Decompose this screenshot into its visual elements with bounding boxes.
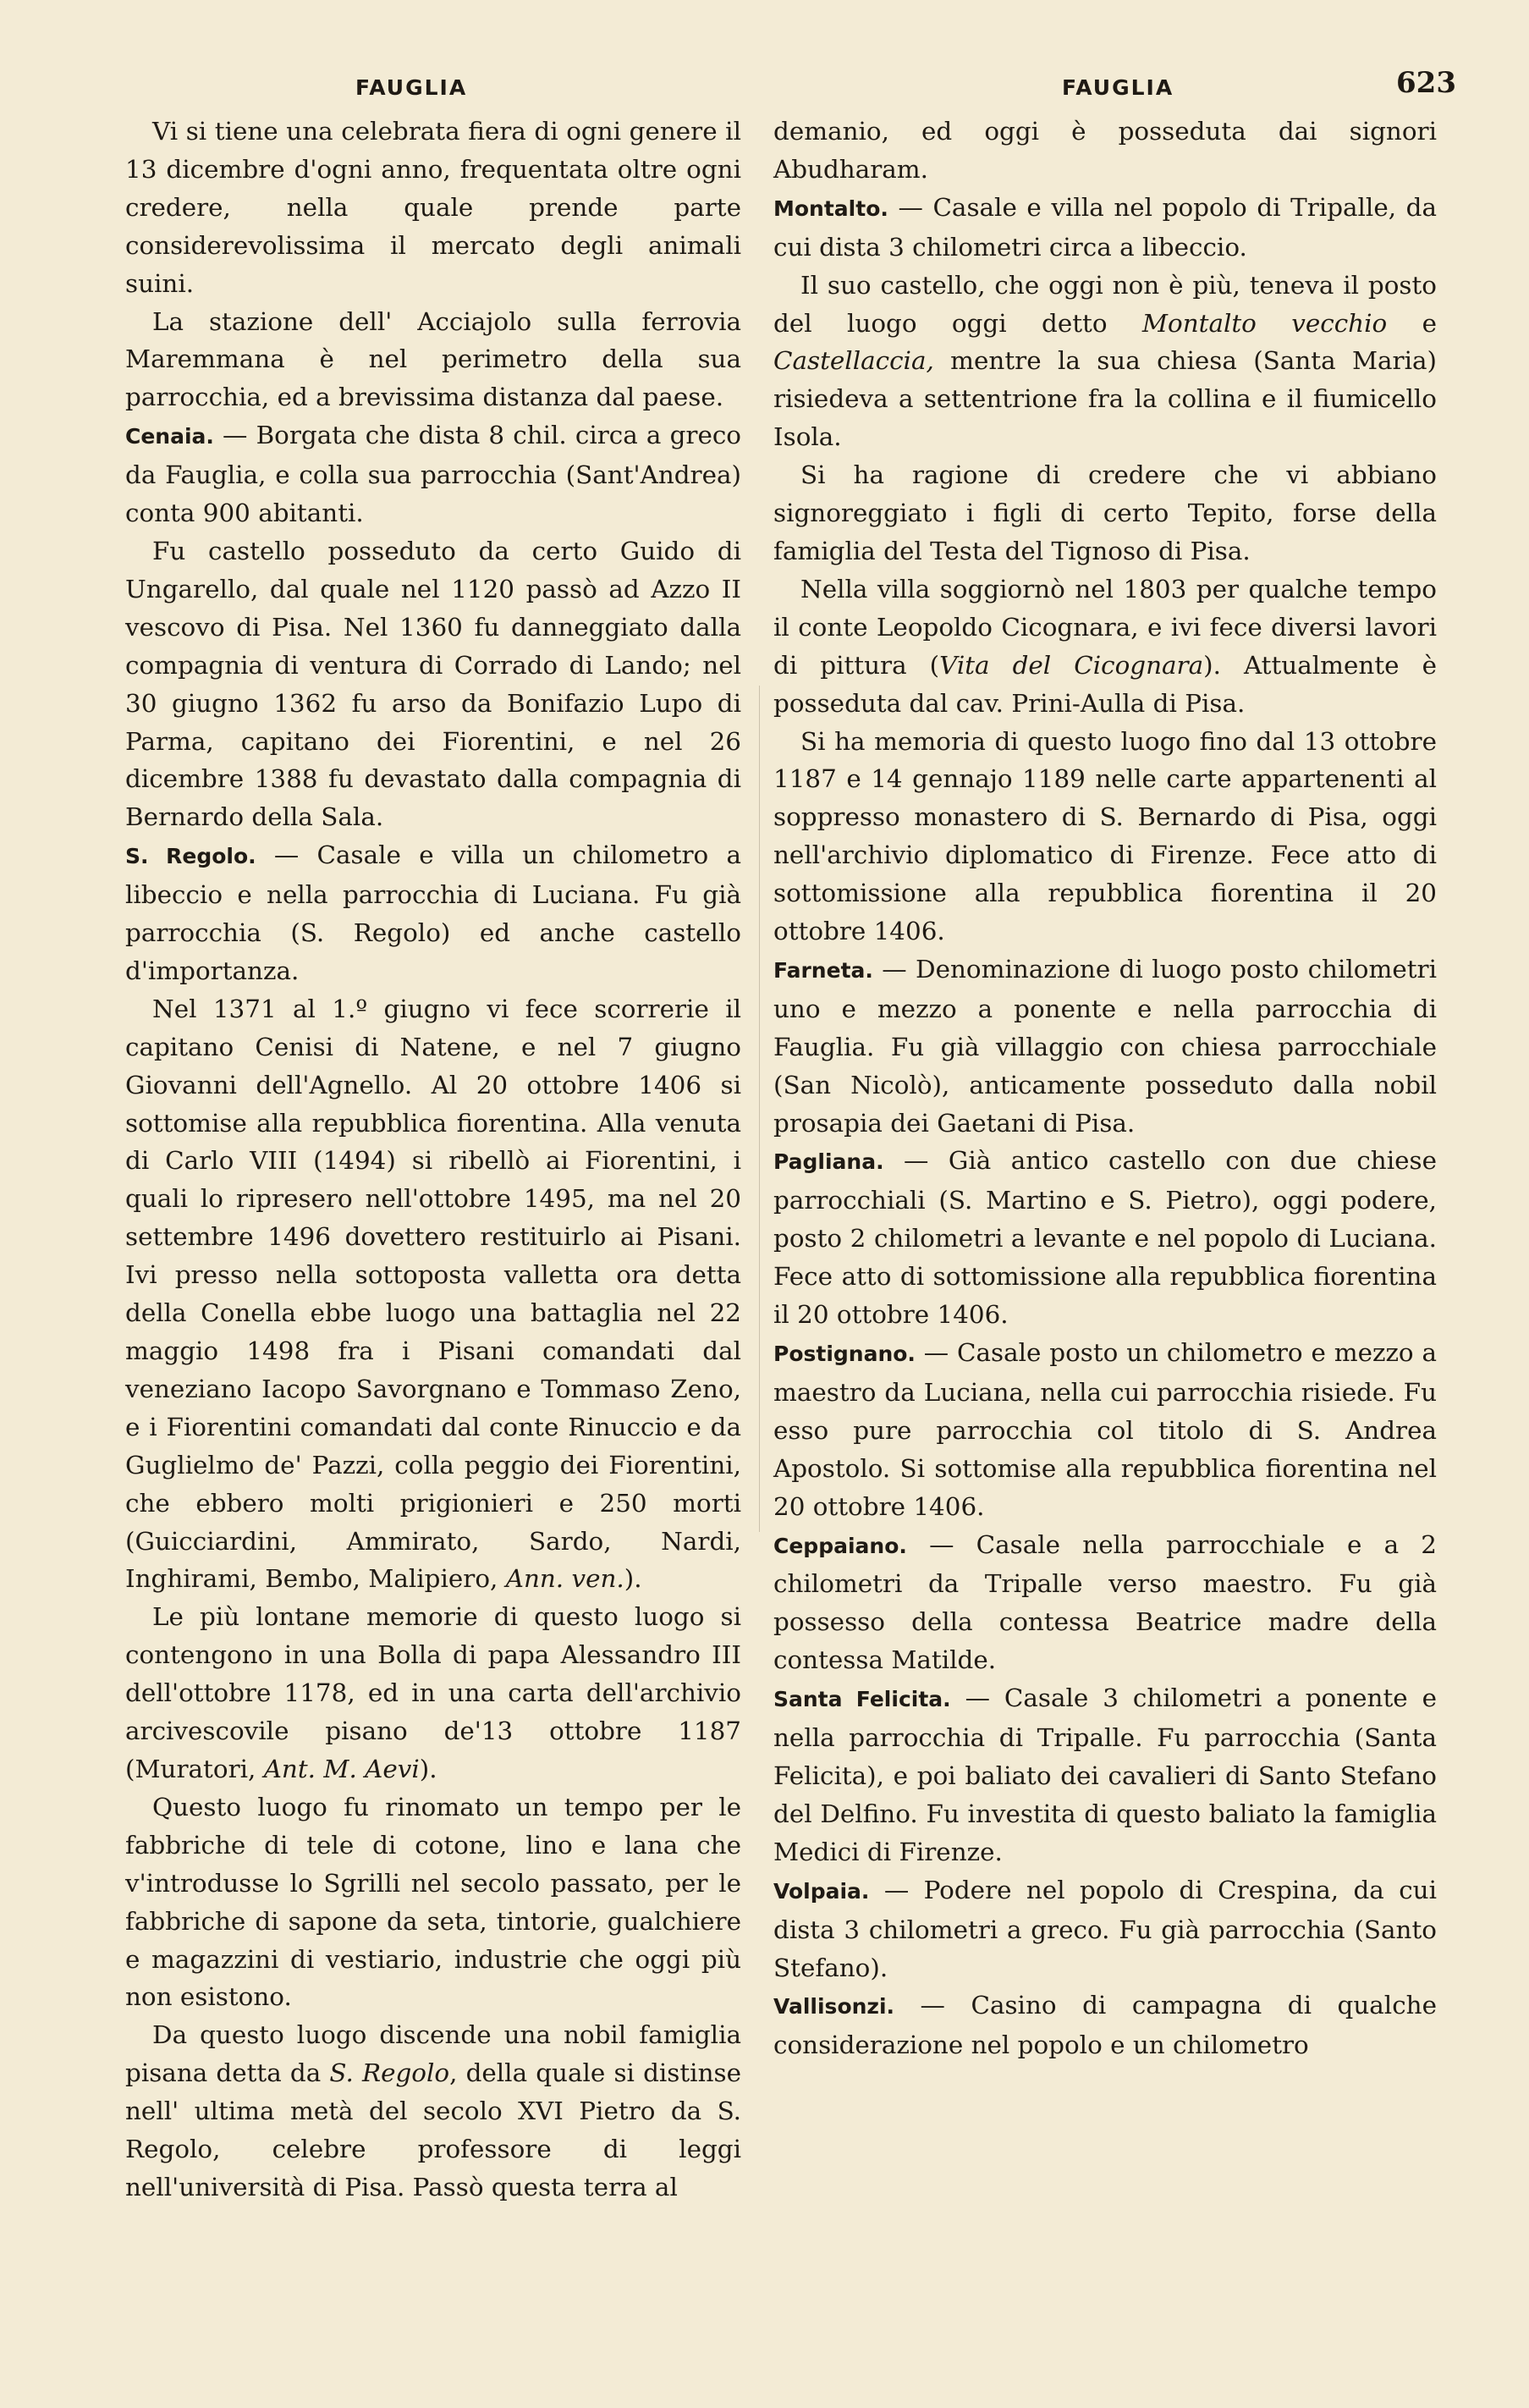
italic-place: Montalto vecchio (1141, 308, 1388, 338)
entry-text: — Già antico castello con due chiese parrocchiali (S. Martino e S. Pietro), oggi podere, posto 2 chilometri a levante e nel popolo di Luciana. Fece atto di sottomissione alla repubblica fiorentina il 20 ottobre 1406. (773, 1146, 1437, 1330)
text-run: ). Attualmente è posseduta dal cav. Prini-Aulla di Pisa. (773, 650, 1437, 718)
paragraph: Vi si tiene una celebrata fiera di ogni genere il 13 dicembre d'ogni anno, frequentata oltre ogni credere, nella quale prende parte considerevolissima il mercato degli animali suini. (125, 117, 741, 298)
entry-keyword: Postignano. (773, 1342, 916, 1366)
paragraph: demanio, ed oggi è posseduta dai signori Abudharam. (773, 117, 1437, 184)
entry-text: — Casale 3 chilometri a ponente e nella parrocchia di Tripalle. Fu parrocchia (Santa Felicita), e poi baliato dei cavalieri di Santo Stefano del Delfino. Fu investita di questo baliato la famiglia Medici di Firenze. (773, 1683, 1437, 1866)
paragraph: La stazione dell' Acciajolo sulla ferrovia Maremmana è nel perimetro della sua parrocchia, ed a brevissima distanza dal paese. (125, 306, 741, 412)
italic-name: S. Regolo (329, 2058, 450, 2088)
paragraph (125, 1598, 741, 1788)
entry-text: — Borgata che dista 8 chil. circa a greco da Fauglia, e colla sua parrocchia (Sant'Andrea) conta 900 abitanti. (125, 421, 741, 528)
text-run: , della quale si distinse nell' ultima metà del secolo XVI Pietro da S. Regolo, celebre professore di leggi nell'università di Pisa. Passò questa terra al (125, 2058, 741, 2201)
entry-text: — Casale e villa un chilometro a libeccio e nella parrocchia di Luciana. Fu già parrocchia (S. Regolo) ed anche castello d'importanza. (125, 840, 741, 985)
italic-citation: Ant. M. Aevi (263, 1754, 420, 1783)
entry-text: — Podere nel popolo di Crespina, da cui dista 3 chilometri a greco. Fu già parrocchia (Santo Stefano). (773, 1875, 1437, 1982)
entry-keyword: Pagliana. (773, 1149, 884, 1175)
text-run: Le più lontane memorie di questo luogo si contengono in una Bolla di papa Alessandro III dell'ottobre 1178, ed in una carta dell'archivio arcivescovile pisano de'13 ottobre 1187 (Muratori, (125, 1602, 741, 1783)
paragraph (125, 990, 741, 1599)
entry-keyword: Santa Felicita. (773, 1687, 951, 1712)
entry-vallisonzi (773, 1986, 1437, 2064)
running-header-left: FAUGLIA (355, 75, 468, 100)
paragraph: Questo luogo fu rinomato un tempo per le fabbriche di tele di cotone, lino e lana che v'introdusse lo Sgrilli nel secolo passato, per le fabbriche di sapone da seta, tintorie, gualchiere e magazzini di vestiario, industrie che oggi più non esistono. (125, 1792, 741, 2012)
entry-postignano (773, 1334, 1437, 1526)
entry-ceppaiano (773, 1526, 1437, 1680)
entry-keyword: Montalto. (773, 196, 888, 221)
paragraph (125, 2016, 741, 2207)
entry-text: — Casale nella parrocchiale e a 2 chilometri da Tripalle verso maestro. Fu già possesso della contessa Beatrice madre della contessa Matilde. (773, 1529, 1437, 1675)
text-run: e (1387, 308, 1437, 338)
entry-pagliana (773, 1142, 1437, 1334)
entry-text: — Denominazione di luogo posto chilometri uno e mezzo a ponente e nella parrocchia di Fauglia. Fu già villaggio con chiesa parrocchiale (San Nicolò), anticamente posseduto dalla nobil prosapia dei Gaetani di Pisa. (773, 954, 1437, 1138)
entry-text: — Casino di campagna di qualche considerazione nel popolo e un chilometro (773, 1991, 1437, 2060)
entry-cenaia (125, 416, 741, 532)
paragraph: Si ha ragione di credere che vi abbiano signoreggiato i figli di certo Tepito, forse della famiglia del Testa del Tignoso di Pisa. (773, 460, 1437, 565)
text-run: ). (419, 1754, 437, 1783)
entry-santa-felicita (773, 1679, 1437, 1871)
entry-text: — Casale posto un chilometro e mezzo a maestro da Luciana, nella cui parrocchia risiede. Fu esso pure parrocchia col titolo di S. Andrea Apostolo. Si sottomise alla repubblica fiorentina nel 20 ottobre 1406. (773, 1338, 1437, 1521)
left-column (125, 113, 741, 2207)
text-run: mentre la sua chiesa (Santa Maria) risiedeva a settentrione fra la collina e il fiumicello Isola. (773, 346, 1437, 452)
paragraph: Fu castello posseduto da certo Guido di Ungarello, dal quale nel 1120 passò ad Azzo II vescovo di Pisa. Nel 1360 fu danneggiato dalla compagnia di ventura di Corrado di Lando; nel 30 giugno 1362 fu arso da Bonifazio Lupo di Parma, capitano dei Fiorentini, e nel 26 dicembre 1388 fu devastato dalla compagnia di Bernardo della Sala. (125, 536, 741, 832)
entry-keyword: Cenaia. (125, 424, 214, 449)
entry-montalto (773, 189, 1437, 267)
entry-keyword: Volpaia. (773, 1878, 870, 1904)
right-column (773, 113, 1437, 2064)
entry-text: — Casale e villa nel popolo di Tripalle, da cui dista 3 chilometri circa a libeccio. (773, 192, 1437, 262)
paragraph: Si ha memoria di questo luogo fino dal 13 ottobre 1187 e 14 gennajo 1189 nelle carte appartenenti al soppresso monastero di S. Bernardo di Pisa, oggi nell'archivio diplomatico di Firenze. Fece atto di sottomissione alla repubblica fiorentina il 20 ottobre 1406. (773, 726, 1437, 946)
paragraph (773, 267, 1437, 457)
entry-keyword: Ceppaiano. (773, 1533, 907, 1558)
entry-keyword: Vallisonzi. (773, 1994, 895, 2020)
paragraph (773, 570, 1437, 723)
page-number: 623 (1396, 66, 1456, 100)
text-run: Nella villa soggiornò nel 1803 per qualche tempo il conte Leopoldo Cicognara, e ivi fece diversi lavori di pittura ( (773, 574, 1437, 680)
text-run: Il suo castello, che oggi non è più, teneva il posto del luogo oggi detto (773, 270, 1437, 338)
italic-citation: Vita del Cicognara (939, 650, 1204, 680)
entry-keyword: Farneta. (773, 957, 873, 983)
text-run: Nel 1371 al 1.º giugno vi fece scorrerie il capitano Cenisi di Natene, e nel 7 giugno Giovanni dell'Agnello. Al 20 ottobre 1406 si sottomise alla repubblica fiorentina. Alla venuta di Carlo VIII (1494) si ribellò ai Fiorentini, i quali lo ripresero nell'ottobre 1495, ma nel 20 settembre 1496 dovettero restituirlo ai Pisani. Ivi presso nella sottoposta valletta ora detta della Conella ebbe luogo una battaglia nel 22 maggio 1498 fra i Pisani comandati dal veneziano Iacopo Savorgnano e Tommaso Zeno, e i Fiorentini comandati dal conte Rinuccio e da Guglielmo de' Pazzi, colla peggio dei Fiorentini, che ebbero molti prigionieri e 250 morti (Guicciardini, Ammirato, Sardo, Nardi, Inghirami, Bembo, Malipiero, (125, 994, 741, 1594)
entry-s-regolo (125, 836, 741, 990)
running-header-right: FAUGLIA (1062, 75, 1174, 100)
italic-place: Castellaccia, (773, 346, 934, 376)
italic-citation: Ann. ven. (505, 1564, 624, 1594)
entry-farneta (773, 951, 1437, 1143)
text-run: Da questo luogo discende una nobil famiglia pisana detta da (125, 2020, 741, 2088)
entry-volpaia (773, 1871, 1437, 1987)
text-run: ). (624, 1564, 642, 1594)
column-divider (759, 686, 760, 1532)
entry-keyword: S. Regolo. (125, 844, 256, 869)
